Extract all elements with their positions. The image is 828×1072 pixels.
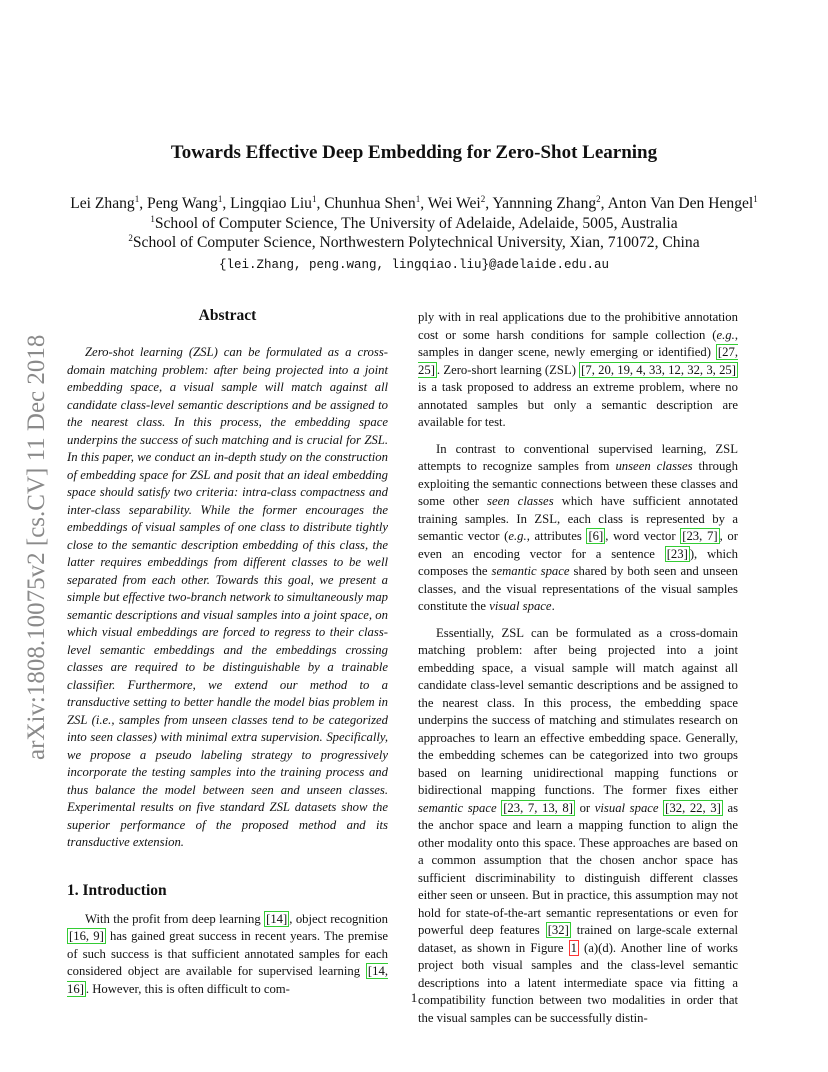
right-paragraph-continued (418, 309, 738, 432)
paragraph-text: . (551, 599, 555, 613)
author-name: Wei Wei (427, 195, 481, 212)
paragraph-text: . However, this is often difficult to com- (85, 981, 290, 996)
paragraph-text: trained on large-scale external dataset, as shown in Figure (418, 923, 739, 955)
author-affiliation-marker: 2 (596, 194, 601, 204)
paragraph-text: is a task proposed to address an extreme problem, where no annotated samples but only a semantic description are available for test. (418, 380, 738, 429)
author-name: Lei Zhang (70, 195, 135, 212)
citation-link[interactable]: [32, 22, 3] (665, 800, 721, 815)
paragraph-text: has gained great success in recent years. The premise of such success is that sufficient annotated samples for each considered object are available for supervised learning (67, 929, 389, 978)
author-affiliation-marker: 1 (415, 194, 421, 204)
paragraph-text: which have sufficient annotated training samples. In ZSL, each class is represented by a semantic vector ( (418, 494, 738, 543)
abstract-heading: Abstract (198, 307, 257, 324)
citation-link[interactable]: [23] (666, 546, 688, 561)
citation-link[interactable]: [32] (547, 923, 569, 937)
author-affiliation-marker: 1 (134, 194, 140, 204)
paragraph-text: , or even an encoding vector for a sentence (418, 529, 738, 561)
author-affiliation-marker: 1 (311, 194, 317, 204)
paragraph-text: , word vector (605, 529, 681, 543)
citation-link[interactable]: [27, 25] (418, 345, 738, 377)
paragraph-text: or (575, 800, 595, 815)
intro-paragraph-1 (67, 911, 388, 999)
affiliation-2-text: School of Computer Science, Northwestern Polytechnical University, Xian, 710072, China (132, 234, 700, 251)
affiliation-2 (0, 233, 828, 253)
paragraph-text: through exploiting the semantic connections between these classes and some other (418, 459, 738, 508)
paragraph-text: ), which composes the (418, 546, 739, 578)
citation-link[interactable]: [7, 20, 19, 4, 33, 12, 32, 3, 25] (581, 362, 736, 377)
author-affiliation-marker: 2 (480, 194, 486, 204)
citation-link[interactable]: [14, 16] (67, 964, 388, 996)
arxiv-identifier: arXiv:1808.10075v2 [cs.CV] 11 Dec 2018 (23, 334, 50, 760)
emphasis-term: seen classes (487, 494, 554, 508)
paragraph-text: (a)(d). Another line of works project both visual samples and the class-level semantic descriptions into a latent intermediate space via fitting a compatibility function between two modalities in order that the visual samples can be successfully distin- (418, 940, 738, 1025)
paragraph-text: Essentially, ZSL can be formulated as a cross-domain matching problem: after being projected into a joint embedding space, a visual sample will match against all candidate class-level semantic descriptions and be assigned to the nearest class. In this process, the embedding space underpins the success of matching and stimulates research on approaches to learn an effective embedding space. Generally, the embedding schemes can be categorized into two groups based on learning unidirectional mapping functions or bidirectional mapping functions. The former fixes either (418, 625, 738, 797)
author-name: Peng Wang (147, 195, 218, 212)
citation-link[interactable]: [6] (588, 529, 604, 543)
author-emails: {lei.Zhang, peng.wang, lingqiao.liu}@adelaide.edu.au (218, 258, 610, 272)
right-paragraph-2 (418, 441, 738, 616)
author-name: Yannning Zhang (492, 195, 597, 212)
right-paragraph-3 (418, 625, 738, 1028)
paragraph-text: , attributes (526, 529, 587, 543)
paragraph-text: shared by both seen and unseen classes, and the visual representations of the visual samples constitute the (418, 564, 738, 613)
paragraph-text: , object recognition (289, 911, 388, 926)
emphasis-term: e.g. (716, 327, 735, 342)
paragraph-text: , samples in danger scene, newly emerging or identified) (418, 327, 738, 359)
author-name: Lingqiao Liu (230, 195, 312, 212)
author-name: Chunhua Shen (324, 195, 416, 212)
emphasis-term: e.g. (508, 529, 527, 543)
citation-link[interactable]: [23, 7, 13, 8] (503, 800, 573, 815)
affiliation-2-marker: 2 (128, 233, 133, 243)
emphasis-term: visual space (594, 800, 659, 815)
paragraph-text: as the anchor space and learn a mapping function to align the other modality onto this space. These approaches are based on a common assumption that the chosen anchor space has sufficient discriminability to distinguish different classes either seen or unseen. But in practice, this assumption may not hold for state-of-the-art semantic representations or even for powerful deep features (418, 800, 739, 937)
paragraph-text: . Zero-short learning (ZSL) (436, 362, 580, 377)
paragraph-text: In contrast to conventional supervised learning, ZSL attempts to recognize samples from (418, 441, 738, 473)
author-affiliation-marker: 1 (753, 194, 758, 204)
affiliation-1-marker: 1 (150, 214, 155, 224)
abstract-text: Zero-shot learning (ZSL) can be formulated as a cross-domain matching problem: after being projected into a joint embedding space, a visual sample will match against all candidate class-level semantic descriptions and be assigned to the nearest class. In this process, the embedding space underpins the success of such matching and is crucial for ZSL. In this paper, we conduct an in-depth study on the construction of embedding space for ZSL and posit that an ideal embedding space should satisfy two criteria: intra-class compactness and inter-class separability. While the former encourages the embeddings of visual samples of one class to distribute tightly close to the semantic description embedding of this class, the latter requires embeddings from different classes to be well separated from each other. Towards this goal, we present a simple but effective two-branch network to simultaneously map semantic descriptions and visual samples into a joint space, on which visual embeddings are forced to regress to their class-level semantic embeddings and the embeddings crossing classes are required to be distinguishable by a trainable classifier. Furthermore, we extend our method to a transductive setting to better handle the model bias problem in ZSL (i.e., samples from unseen classes tend to be categorized into seen classes) with minimal extra supervision. Specifically, we propose a pseudo labeling strategy to progressively incorporate the testing samples into the training process and thus balance the model between seen and unseen classes. Experimental results on five standard ZSL datasets show the superior performance of the proposed method and its transductive extension. (67, 345, 389, 849)
author-list: Lei Zhang$^1$, Peng Wang$^1$, Lingqiao Liu$^1$, Chunhua Shen$^1$, Wei Wei$^2$, Yannning Zhang$^2$, Anton Van Den Hengel$^1$ (70, 194, 758, 212)
paper-title: Towards Effective Deep Embedding for Zero-Shot Learning (170, 142, 658, 163)
author-name: Anton Van Den Hengel (607, 195, 754, 212)
citation-link[interactable]: [16, 9] (69, 929, 104, 943)
figure-reference-link[interactable]: 1 (570, 940, 577, 955)
affiliation-1-text: School of Computer Science, The University of Adelaide, Adelaide, 5005, Australia (154, 215, 678, 232)
citation-link[interactable]: [23, 7] (682, 529, 718, 543)
citation-link[interactable]: [14] (266, 911, 288, 926)
section-heading-introduction: 1. Introduction (67, 881, 167, 899)
right-column (418, 309, 738, 1036)
emphasis-term: semantic space (491, 564, 570, 578)
paragraph-text: With the profit from deep learning (85, 911, 265, 926)
paragraph-text: ply with in real applications due to the prohibitive annotation cost or some harsh conditions for sample collection ( (418, 310, 738, 342)
page-number: 1 (410, 990, 418, 1005)
affiliation-1 (0, 214, 828, 234)
left-column (67, 306, 388, 1007)
emphasis-term: semantic space (418, 800, 497, 815)
author-affiliation-marker: 1 (217, 194, 223, 204)
emphasis-term: unseen classes (615, 459, 693, 473)
emphasis-term: visual space (489, 599, 552, 613)
